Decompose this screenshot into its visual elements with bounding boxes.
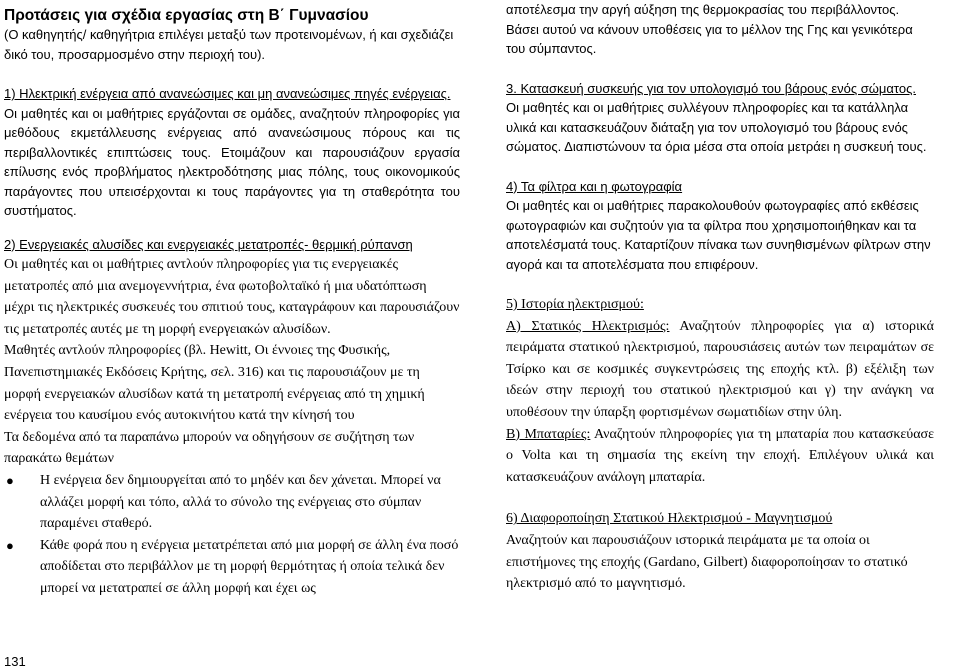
section-2-heading: 2) Ενεργειακές αλυσίδες και ενεργειακές μετατροπές- θερμική ρύπανση	[4, 236, 413, 252]
bullet-icon: ●	[6, 537, 14, 553]
intro-text: (Ο καθηγητής/ καθηγήτρια επιλέγει μεταξύ των προτεινομένων, ή και σχεδιάζει δικό του, προσαρμοσμένο στην περιοχή του).	[4, 27, 454, 62]
section-6-heading: 6) Διαφοροποίηση Στατικού Ηλεκτρισμού - Μαγνητισμού	[506, 511, 833, 527]
section-5a	[506, 316, 934, 424]
section-1-heading: 1) Ηλεκτρική ενέργεια από ανανεώσιμες και μη ανανεώσιμες πηγές ενέργειας.	[4, 86, 451, 101]
right-column	[506, 0, 934, 595]
section-6-body: Αναζητούν και παρουσιάζουν ιστορικά πειράματα με τα οποία οι επιστήμονες της εποχής (Gardano, Gilbert) διαφοροποίησαν το στατικό ηλεκτρισμό από το μαγνητισμό.	[506, 532, 908, 592]
section-5a-label: Α) Στατικός Ηλεκτρισμός:	[506, 318, 670, 334]
continuation-text: αποτέλεσμα την αργή αύξηση της θερμοκρασίας του περιβάλλοντος. Βάσει αυτού να κάνουν υποθέσεις για το μέλλον της Γης και γενικότερα του σύμπαντος.	[506, 2, 913, 56]
page-number: 131	[4, 654, 26, 669]
section-2-paragraph-3: Τα δεδομένα από τα παραπάνω μπορούν να οδηγήσουν σε συζήτηση των παρακάτω θεμάτων	[4, 429, 415, 467]
section-2-paragraph-2: Μαθητές αντλούν πληροφορίες (βλ. Hewitt, Οι έννοιες της Φυσικής, Πανεπιστημιακές Εκδόσεις Κρήτης, σελ. 316) και τις παρουσιάζουν με τη μορφή ενεργειακών αλυσίδων κατά τη μετατροπή ενέργειας από τη χημική ενέργεια του καυσίμου ενός αυτοκινήτου κατά την κίνησή του	[4, 343, 425, 424]
list-item	[4, 470, 460, 535]
section-5b	[506, 424, 934, 489]
page-title: Προτάσεις για σχέδια εργασίας στη Β΄ Γυμνασίου	[4, 7, 369, 24]
section-2-paragraph-1: Οι μαθητές και οι μαθήτριες αντλούν πληροφορίες για τις ενεργειακές μετατροπές από μια ανεμογεννήτρια, ένα φωτοβολταϊκό ή μια υδατόπτωση μέχρι τις ηλεκτρικές συσκευές του σπιτιού τους, καταγράφουν και παρουσιάζουν τις μετατροπές αυτές με τη μορφή ενεργειακών αλυσίδων.	[4, 257, 460, 337]
bullet-text: Η ενέργεια δεν δημιουργείται από το μηδέν και δεν χάνεται. Μπορεί να αλλάζει μορφή και τόπο, αλλά το σύνολο της ενέργειας στο σύμπαν παραμένει σταθερό.	[40, 472, 441, 532]
section-4-heading: 4) Τα φίλτρα και η φωτογραφία	[506, 178, 683, 194]
bullet-list	[4, 470, 460, 600]
section-5-heading: 5) Ιστορία ηλεκτρισμού:	[506, 297, 644, 312]
list-item	[4, 535, 460, 600]
section-5a-body: Αναζητούν πληροφορίες για α) ιστορικά πειράματα στατικού ηλεκτρισμού, παρουσιάσεις αυτών των πειραμάτων σε Τσίρκο και σε κοσμικές συγκεντρώσεις της εποχής κτλ. β) εξέλιξη των ιδεών στην περιοχή του στατικού ηλεκτρισμού και γ) την ανάγκη να υποθέσουν την ύπαρξη φορτισμένων σωματιδίων στην ύλη.	[506, 318, 934, 420]
section-5b-body: Αναζητούν πληροφορίες για τη μπαταρία που κατασκεύασε ο Volta και τη σημασία της εκείνη την εποχή. Επιλέγουν υλικά και κατασκευάζουν ανάλογη μπαταρία.	[506, 426, 934, 485]
section-4-body: Οι μαθητές και οι μαθήτριες παρακολουθούν φωτογραφίες από εκθέσεις φωτογραφιών και συζητούν για τα φίλτρα που χρησιμοποιήθηκαν και τα αποτελέσματά τους. Καταρτίζουν πίνακα των συνηθισμένων φίλτρων στην αγορά και τα αποτελέσματα που επιφέρουν.	[506, 198, 931, 272]
bullet-text: Κάθε φορά που η ενέργεια μετατρέπεται από μια μορφή σε άλλη ένα ποσό αποδίδεται στο περιβάλλον με τη μορφή θερμότητας ή οποία τελικά δεν μπορεί να μετατραπεί σε άλλη μορφή και έχει ως	[40, 537, 459, 596]
section-3-heading: 3. Κατασκευή συσκευής για τον υπολογισμό του βάρους ενός σώματος.	[506, 80, 916, 96]
section-3-body: Οι μαθητές και οι μαθήτριες συλλέγουν πληροφορίες και τα κατάλληλα υλικά και κατασκευάζουν διάταξη για τον υπολογισμό του βάρους ενός σώματος. Διαπιστώνουν τα όρια μέσα στα οποία μετράει η συσκευή τους.	[506, 100, 927, 154]
bullet-icon: ●	[6, 472, 14, 488]
left-column	[4, 0, 460, 600]
section-5b-label: Β) Μπαταρίες:	[506, 426, 591, 442]
section-1-body: Οι μαθητές και οι μαθήτριες εργάζονται σε ομάδες, αναζητούν πληροφορίες για μεθόδους εκμετάλλευσης ενέργειας από ανανεώσιμους πόρους και τις περιβαλλοντικές επιπτώσεις τους. Ετοιμάζουν και παρουσιάζουν εργασία επίλυσης ενός προβλήματος ηλεκτροδότησης μιας πόλης, τους οικονομικούς παράγοντες που υπεισέρχονται κι τους παράγοντες για τη σταθερότητα του συστήματος.	[4, 105, 460, 218]
